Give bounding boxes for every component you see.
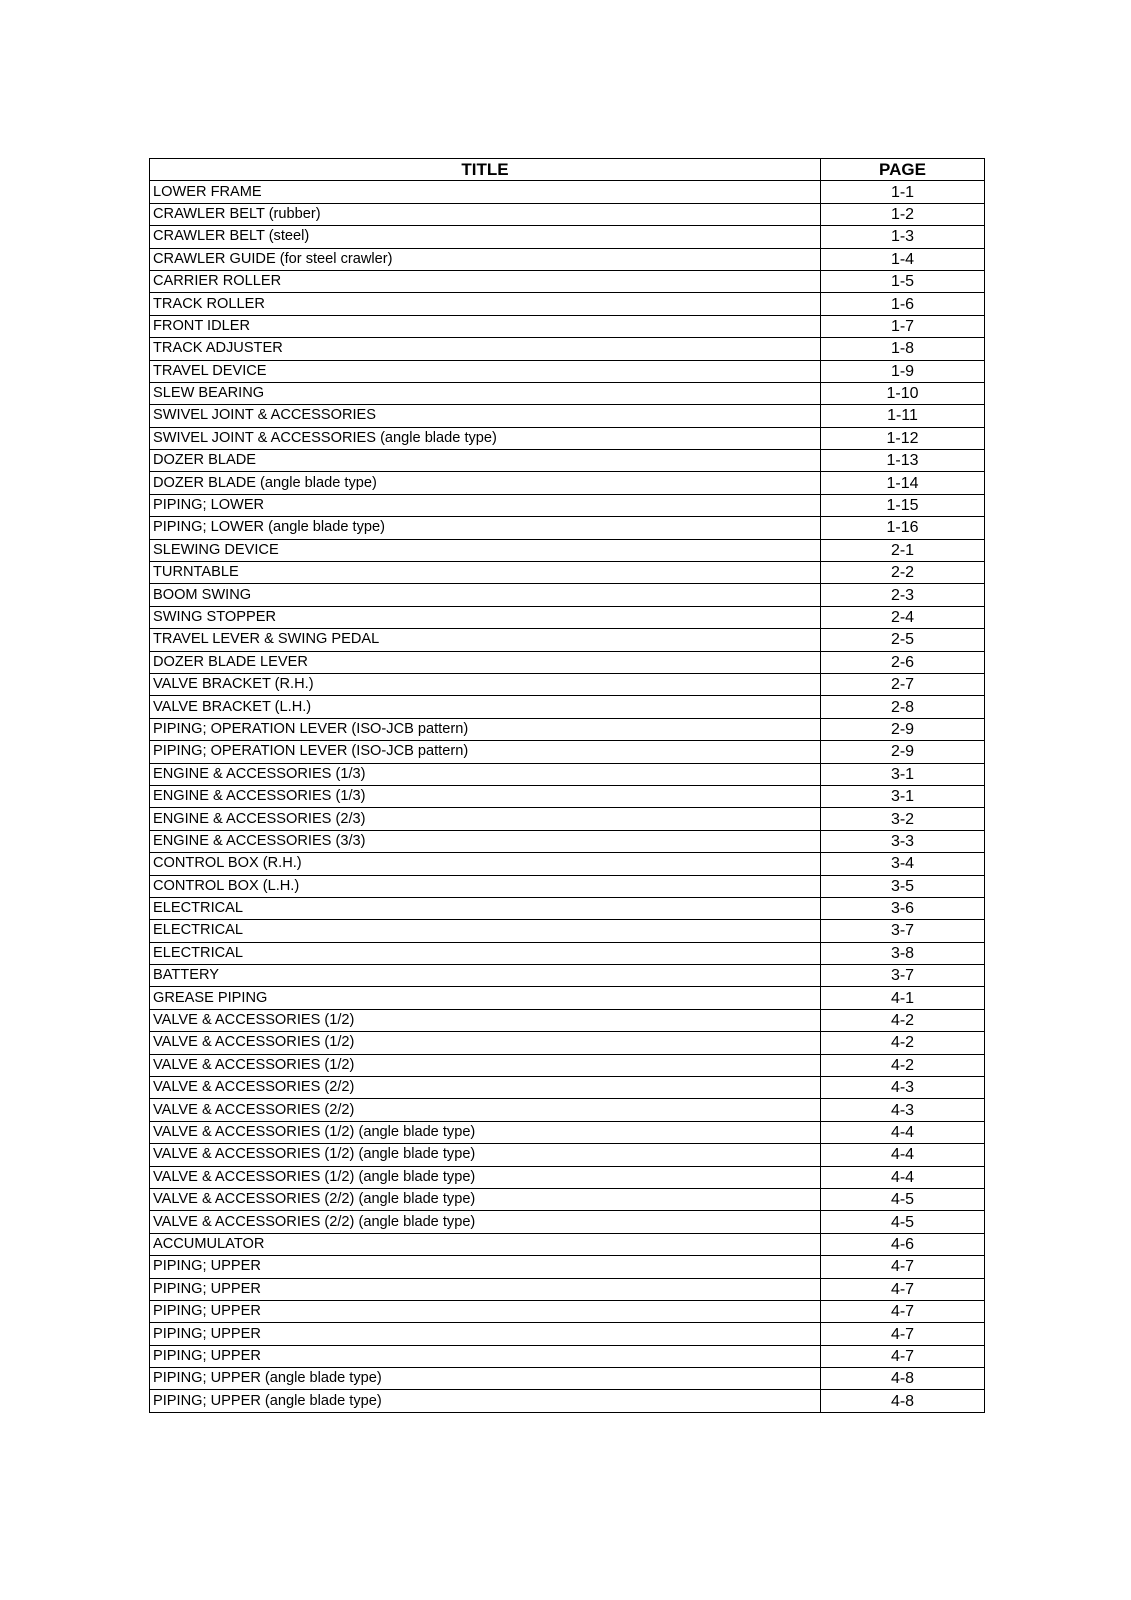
row-title: VALVE & ACCESSORIES (1/2) (angle blade type) — [150, 1166, 821, 1188]
table-row — [150, 920, 985, 942]
row-page: 4-2 — [821, 1032, 985, 1054]
row-title: CRAWLER BELT (rubber) — [150, 203, 821, 225]
table-row — [150, 1368, 985, 1390]
row-page: 4-7 — [821, 1323, 985, 1345]
row-title: PIPING; OPERATION LEVER (ISO-JCB pattern) — [150, 718, 821, 740]
row-page: 4-5 — [821, 1188, 985, 1210]
row-page: 3-4 — [821, 853, 985, 875]
row-page: 4-5 — [821, 1211, 985, 1233]
table-row — [150, 808, 985, 830]
table-row — [150, 562, 985, 584]
table-row — [150, 718, 985, 740]
table-row — [150, 629, 985, 651]
row-title: ENGINE & ACCESSORIES (1/3) — [150, 763, 821, 785]
table-row — [150, 1345, 985, 1367]
row-page: 4-3 — [821, 1077, 985, 1099]
row-title: ENGINE & ACCESSORIES (1/3) — [150, 785, 821, 807]
table-row — [150, 696, 985, 718]
row-title: PIPING; UPPER — [150, 1300, 821, 1322]
table-row — [150, 360, 985, 382]
row-title: SLEW BEARING — [150, 382, 821, 404]
row-page: 3-1 — [821, 785, 985, 807]
table-row — [150, 875, 985, 897]
row-title: PIPING; LOWER (angle blade type) — [150, 517, 821, 539]
row-title: BATTERY — [150, 965, 821, 987]
title-column-header: TITLE — [150, 159, 821, 181]
row-title: PIPING; UPPER — [150, 1256, 821, 1278]
row-title: BOOM SWING — [150, 584, 821, 606]
row-title: VALVE & ACCESSORIES (1/2) (angle blade type) — [150, 1121, 821, 1143]
header-row — [150, 159, 985, 181]
table-row — [150, 1144, 985, 1166]
row-page: 1-15 — [821, 494, 985, 516]
row-title: ELECTRICAL — [150, 920, 821, 942]
table-row — [150, 1278, 985, 1300]
row-page: 4-4 — [821, 1144, 985, 1166]
row-title: PIPING; UPPER (angle blade type) — [150, 1390, 821, 1412]
row-page: 3-1 — [821, 763, 985, 785]
table-row — [150, 651, 985, 673]
table-row — [150, 942, 985, 964]
row-title: SWIVEL JOINT & ACCESSORIES — [150, 405, 821, 427]
contents-table-body — [150, 181, 985, 1412]
row-title: VALVE BRACKET (L.H.) — [150, 696, 821, 718]
table-row — [150, 203, 985, 225]
row-title: TRACK ROLLER — [150, 293, 821, 315]
table-row — [150, 405, 985, 427]
row-page: 4-1 — [821, 987, 985, 1009]
row-title: LOWER FRAME — [150, 181, 821, 203]
table-row — [150, 517, 985, 539]
row-title: CRAWLER BELT (steel) — [150, 226, 821, 248]
row-page: 1-2 — [821, 203, 985, 225]
row-page: 4-7 — [821, 1256, 985, 1278]
row-title: VALVE & ACCESSORIES (2/2) — [150, 1077, 821, 1099]
row-page: 4-8 — [821, 1390, 985, 1412]
table-row — [150, 472, 985, 494]
row-title: PIPING; UPPER (angle blade type) — [150, 1368, 821, 1390]
row-title: DOZER BLADE — [150, 450, 821, 472]
row-page: 4-2 — [821, 1009, 985, 1031]
row-page: 1-14 — [821, 472, 985, 494]
table-row — [150, 1323, 985, 1345]
row-title: TRAVEL DEVICE — [150, 360, 821, 382]
row-title: VALVE & ACCESSORIES (1/2) — [150, 1032, 821, 1054]
table-row — [150, 270, 985, 292]
row-title: PIPING; LOWER — [150, 494, 821, 516]
table-row — [150, 427, 985, 449]
table-row — [150, 1256, 985, 1278]
row-title: SWING STOPPER — [150, 606, 821, 628]
row-page: 4-6 — [821, 1233, 985, 1255]
row-page: 4-7 — [821, 1345, 985, 1367]
row-title: CARRIER ROLLER — [150, 270, 821, 292]
table-row — [150, 181, 985, 203]
row-page: 2-3 — [821, 584, 985, 606]
table-row — [150, 382, 985, 404]
row-title: TURNTABLE — [150, 562, 821, 584]
row-page: 4-3 — [821, 1099, 985, 1121]
row-page: 2-4 — [821, 606, 985, 628]
row-page: 2-2 — [821, 562, 985, 584]
row-title: VALVE & ACCESSORIES (2/2) (angle blade type) — [150, 1188, 821, 1210]
table-row — [150, 1390, 985, 1412]
row-page: 4-7 — [821, 1300, 985, 1322]
row-page: 2-8 — [821, 696, 985, 718]
row-title: CONTROL BOX (R.H.) — [150, 853, 821, 875]
table-row — [150, 673, 985, 695]
row-title: PIPING; OPERATION LEVER (ISO-JCB pattern) — [150, 741, 821, 763]
row-page: 1-5 — [821, 270, 985, 292]
table-row — [150, 1211, 985, 1233]
row-page: 1-9 — [821, 360, 985, 382]
row-title: SWIVEL JOINT & ACCESSORIES (angle blade type) — [150, 427, 821, 449]
row-title: DOZER BLADE (angle blade type) — [150, 472, 821, 494]
table-row — [150, 1188, 985, 1210]
row-title: TRACK ADJUSTER — [150, 338, 821, 360]
row-title: VALVE & ACCESSORIES (1/2) — [150, 1054, 821, 1076]
row-title: CONTROL BOX (L.H.) — [150, 875, 821, 897]
row-page: 3-8 — [821, 942, 985, 964]
row-page: 3-3 — [821, 830, 985, 852]
row-page: 3-7 — [821, 965, 985, 987]
row-page: 2-5 — [821, 629, 985, 651]
table-row — [150, 741, 985, 763]
row-title: DOZER BLADE LEVER — [150, 651, 821, 673]
table-row — [150, 897, 985, 919]
row-title: ELECTRICAL — [150, 897, 821, 919]
table-row — [150, 338, 985, 360]
page-column-header: PAGE — [821, 159, 985, 181]
table-row — [150, 1032, 985, 1054]
table-row — [150, 987, 985, 1009]
table-row — [150, 315, 985, 337]
row-page: 4-4 — [821, 1121, 985, 1143]
row-title: CRAWLER GUIDE (for steel crawler) — [150, 248, 821, 270]
table-row — [150, 606, 985, 628]
row-title: FRONT IDLER — [150, 315, 821, 337]
row-page: 1-4 — [821, 248, 985, 270]
row-title: VALVE & ACCESSORIES (1/2) (angle blade type) — [150, 1144, 821, 1166]
row-title: SLEWING DEVICE — [150, 539, 821, 561]
table-row — [150, 226, 985, 248]
table-row — [150, 965, 985, 987]
table-row — [150, 1300, 985, 1322]
row-title: VALVE & ACCESSORIES (1/2) — [150, 1009, 821, 1031]
row-page: 1-10 — [821, 382, 985, 404]
contents-table — [149, 158, 985, 1413]
table-row — [150, 853, 985, 875]
row-page: 4-2 — [821, 1054, 985, 1076]
row-title: TRAVEL LEVER & SWING PEDAL — [150, 629, 821, 651]
row-page: 2-1 — [821, 539, 985, 561]
row-title: ENGINE & ACCESSORIES (2/3) — [150, 808, 821, 830]
table-row — [150, 450, 985, 472]
row-page: 1-16 — [821, 517, 985, 539]
table-row — [150, 763, 985, 785]
row-title: VALVE & ACCESSORIES (2/2) (angle blade type) — [150, 1211, 821, 1233]
table-row — [150, 1099, 985, 1121]
row-page: 2-9 — [821, 741, 985, 763]
row-title: PIPING; UPPER — [150, 1278, 821, 1300]
table-row — [150, 293, 985, 315]
row-page: 3-7 — [821, 920, 985, 942]
row-page: 1-11 — [821, 405, 985, 427]
row-page: 2-7 — [821, 673, 985, 695]
row-page: 4-8 — [821, 1368, 985, 1390]
row-title: PIPING; UPPER — [150, 1345, 821, 1367]
row-page: 1-7 — [821, 315, 985, 337]
table-row — [150, 1166, 985, 1188]
row-page: 4-7 — [821, 1278, 985, 1300]
row-title: GREASE PIPING — [150, 987, 821, 1009]
row-page: 3-5 — [821, 875, 985, 897]
row-title: ELECTRICAL — [150, 942, 821, 964]
table-row — [150, 1121, 985, 1143]
table-row — [150, 830, 985, 852]
row-title: VALVE BRACKET (R.H.) — [150, 673, 821, 695]
row-title: ACCUMULATOR — [150, 1233, 821, 1255]
table-row — [150, 1077, 985, 1099]
row-page: 3-6 — [821, 897, 985, 919]
row-page: 2-6 — [821, 651, 985, 673]
table-row — [150, 248, 985, 270]
row-page: 2-9 — [821, 718, 985, 740]
table-row — [150, 1009, 985, 1031]
row-page: 4-4 — [821, 1166, 985, 1188]
row-page: 1-13 — [821, 450, 985, 472]
table-row — [150, 1233, 985, 1255]
row-page: 1-12 — [821, 427, 985, 449]
row-title: ENGINE & ACCESSORIES (3/3) — [150, 830, 821, 852]
row-title: PIPING; UPPER — [150, 1323, 821, 1345]
table-row — [150, 494, 985, 516]
table-row — [150, 539, 985, 561]
row-page: 1-3 — [821, 226, 985, 248]
table-row — [150, 584, 985, 606]
row-title: VALVE & ACCESSORIES (2/2) — [150, 1099, 821, 1121]
row-page: 1-8 — [821, 338, 985, 360]
row-page: 1-6 — [821, 293, 985, 315]
row-page: 1-1 — [821, 181, 985, 203]
table-row — [150, 1054, 985, 1076]
row-page: 3-2 — [821, 808, 985, 830]
table-row — [150, 785, 985, 807]
